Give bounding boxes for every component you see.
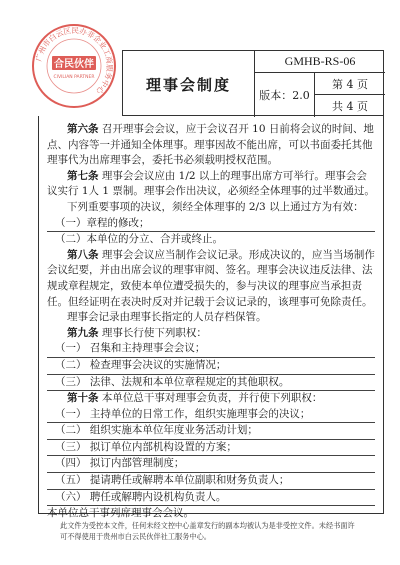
paragraph-text: 本单位总干事列席理事会会议。 <box>47 507 194 520</box>
seal-center-text: 合民伙伴 <box>54 59 94 70</box>
paragraph-text: 本单位总干事对理事会负责，并行使下列职权： <box>98 392 323 405</box>
article-number: 第十条 <box>67 392 99 405</box>
paragraph-text: 下列重要事项的决议，须经全体理事的 2/3 以上通过方为有效： <box>67 200 364 213</box>
list-item <box>47 473 375 490</box>
article-paragraph <box>47 169 375 200</box>
paragraph-text: （五） 提请聘任或解聘本单位副职和财务负责人； <box>55 474 290 487</box>
paragraph-text: （一）章程的修改； <box>55 216 150 229</box>
document-title: 理事会制度 <box>123 51 255 117</box>
paragraph-text: （一） 召集和主持理事会会议； <box>55 342 206 355</box>
document-code: GMHB-RS-06 <box>255 51 385 73</box>
paragraph-text: （三） 拟订单位内部机构设置的方案； <box>55 440 237 453</box>
article-number: 第九条 <box>67 326 99 339</box>
list-item <box>47 490 375 507</box>
article-paragraph <box>47 326 375 342</box>
paragraph-text: 理事会记录由理事长指定的人员存档保管。 <box>67 311 267 324</box>
document-header <box>122 50 384 116</box>
paragraph-text: 理事长行使下列职权： <box>98 326 207 339</box>
paragraph-text: 召开理事会会议，应于会议召开 10 日前将会议的时间、地点、内容等一并通知全体理事。理事因故不能出席，可以书面委托其他理事代为出席理事会，委托书必须载明授权范围。 <box>47 123 374 167</box>
page-total: 共 4 页 <box>332 100 368 113</box>
list-item <box>47 440 375 457</box>
list-item <box>47 456 375 473</box>
seal-ring-text: 广州市白云区民办非企业工商服务中心 <box>34 25 115 96</box>
organization-seal <box>30 22 118 110</box>
document-version: 版本：2.0 <box>255 73 315 117</box>
body-paragraph <box>47 200 375 216</box>
paragraph-text: （四） 拟订内部管理制度； <box>55 457 185 470</box>
article-number: 第六条 <box>67 123 99 135</box>
list-item <box>47 341 375 358</box>
list-item <box>47 216 375 233</box>
paragraph-text: （三） 法律、法规和本单位章程规定的其他职权。 <box>55 375 290 388</box>
paragraph-text: 理事会会议应当制作会议记录。形成决议的，应当当场制作会议纪要，并由出席会议的理事审阅、签名。理事会决议违反法律、法规或章程规定，致使本单位遭受损失的，参与决议的理事应当承担责任。但经证明在表决时反对并记载于会议记录的，该理事可免除责任。 <box>47 248 375 308</box>
article-number: 第七条 <box>67 169 99 182</box>
page-number: 第 4 页 <box>315 73 385 95</box>
list-item <box>47 232 375 248</box>
paragraph-text: 理事会会议应由 1/2 以上的理事出席方可举行。理事会会议实行 1人 1 票制。理事会作出决议，必须经全体理事的过半数通过。 <box>47 169 375 198</box>
article-paragraph <box>47 391 375 407</box>
paragraph-text: （二） 组织实施本单位年度业务活动计划； <box>55 424 258 437</box>
list-item <box>47 423 375 440</box>
article-paragraph <box>47 122 375 169</box>
article-paragraph <box>47 248 375 310</box>
article-number: 第八条 <box>67 248 99 261</box>
list-item <box>47 375 375 392</box>
paragraph-text: （二） 检查理事会决议的实施情况； <box>55 358 227 371</box>
list-item <box>47 407 375 424</box>
document-body <box>38 116 384 520</box>
paragraph-text: （六） 聘任或解聘内设机构负责人。 <box>55 490 227 503</box>
body-paragraph <box>47 310 375 326</box>
list-item <box>47 358 375 375</box>
paragraph-text: （二）本单位的分立、合并或终止。 <box>55 233 223 246</box>
seal-en-text: CIVILIAN PARTNER <box>53 75 95 80</box>
document-footer-notice: 此文件为受控本文件，任何未经文控中心盖章发行的副本均被认为是非受控文件。未经书面许可不得使用于贵州市白云民伙伴社工服务中心。 <box>60 521 355 541</box>
paragraph-text: （一） 主持单位的日常工作，组织实施理事会的决议； <box>55 407 311 420</box>
